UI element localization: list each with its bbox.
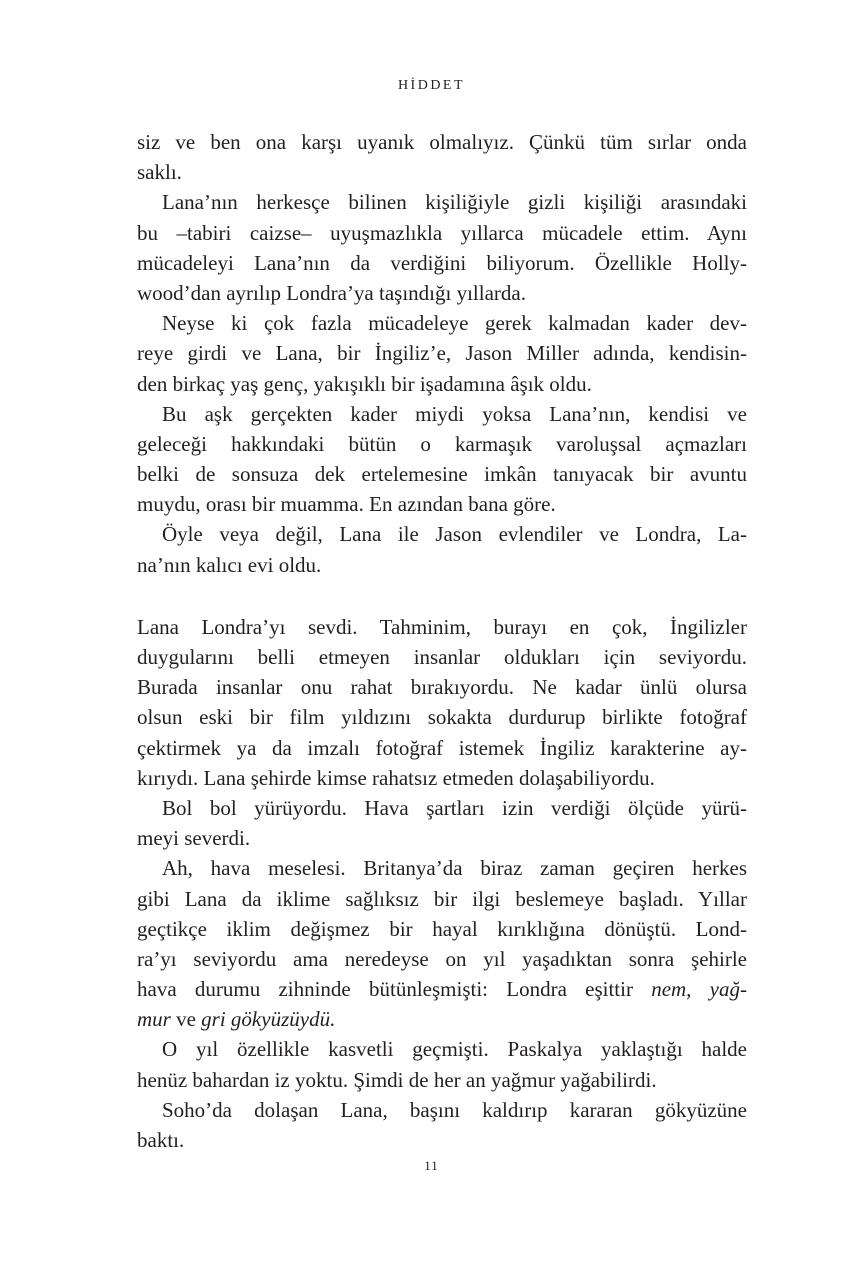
text-line: ra’yı seviyordu ama neredeyse on yıl yaşadıktan sonra şehirle <box>137 946 747 971</box>
text-line: Burada insanlar onu rahat bırakıyordu. Ne kadar ünlü olursa <box>137 675 747 700</box>
text-line: kırıydı. Lana şehirde kimse rahatsız etmeden dolaşabiliyordu. <box>137 765 655 790</box>
text-line: baktı. <box>137 1128 185 1152</box>
text-line: Bol bol yürüyordu. Hava şartları izin verdiği ölçüde yürü- <box>162 795 747 820</box>
text-line: saklı. <box>137 160 182 185</box>
text-line: wood’dan ayrılıp Londra’ya taşındığı yıllarda. <box>137 280 526 305</box>
text-segment: ve <box>170 1007 202 1032</box>
text-line: Ah, hava meselesi. Britanya’da biraz zaman geçiren herkes <box>162 856 747 881</box>
paragraph <box>137 308 747 399</box>
text-line: çektirmek ya da imzalı fotoğraf istemek İngiliz karakterine ay- <box>137 735 747 760</box>
text-line: Lana Londra’yı sevdi. Tahminim, burayı en çok, İngilizler <box>137 614 747 639</box>
section-break <box>137 580 747 612</box>
running-header: HİDDET <box>397 78 466 93</box>
text-line: belki de sonsuza dek ertelemesine imkân tanıyacak bir avuntu <box>137 462 747 487</box>
text-line: reye girdi ve Lana, bir İngiliz’e, Jason Miller adında, kendisin- <box>137 341 747 366</box>
text-line: meyi severdi. <box>137 826 251 851</box>
text-line <box>137 974 747 1004</box>
paragraph <box>137 1034 747 1094</box>
paragraph <box>137 853 747 1034</box>
text-line: Bu aşk gerçekten kader miydi yoksa Lana’nın, kendisi ve <box>162 401 747 426</box>
text-line: gibi Lana da iklime sağlıksız bir ilgi beslemeye başladı. Yıllar <box>137 886 747 911</box>
text-segment: hava durumu zihninde bütünleşmişti: Londra eşittir <box>137 977 652 1002</box>
body-text <box>137 127 747 1155</box>
text-line: henüz bahardan iz yoktu. Şimdi de her an yağmur yağabilirdi. <box>137 1067 657 1092</box>
italic-text: mur <box>137 1007 171 1032</box>
text-line <box>137 1004 747 1034</box>
text-line: O yıl özellikle kasvetli geçmişti. Paskalya yaklaştığı halde <box>162 1037 747 1062</box>
text-line: Neyse ki çok fazla mücadeleye gerek kalmadan kader dev- <box>162 311 747 336</box>
italic-text: gri gökyüzüydü. <box>201 1007 336 1032</box>
paragraph <box>137 612 747 793</box>
text-line: Soho’da dolaşan Lana, başını kaldırıp kararan gökyüzüne <box>162 1097 747 1122</box>
text-line: Lana’nın herkesçe bilinen kişiliğiyle gizli kişiliği arasındaki <box>162 190 747 215</box>
text-line: bu –tabiri caizse– uyuşmazlıkla yıllarca mücadele ettim. Aynı <box>137 220 747 245</box>
paragraph <box>137 519 747 579</box>
text-line: duygularını belli etmeyen insanlar oldukları için seviyordu. <box>137 645 747 669</box>
paragraph <box>137 1095 747 1155</box>
text-line: siz ve ben ona karşı uyanık olmalıyız. Çünkü tüm sırlar onda <box>137 130 747 154</box>
text-line: na’nın kalıcı evi oldu. <box>137 552 322 577</box>
text-line: mücadeleyi Lana’nın da verdiğini biliyorum. Özellikle Holly- <box>137 250 747 275</box>
text-line: geleceği hakkındaki bütün o karmaşık varoluşsal açmazları <box>137 431 747 456</box>
paragraph <box>137 399 747 520</box>
paragraph <box>137 793 747 853</box>
italic-text: nem, yağ- <box>651 977 747 1002</box>
text-line: muydu, orası bir muamma. En azından bana göre. <box>137 492 556 517</box>
text-line: den birkaç yaş genç, yakışıklı bir işadamına âşık oldu. <box>137 371 592 396</box>
paragraph <box>137 127 747 187</box>
page-number: 11 <box>424 1158 439 1173</box>
text-line: olsun eski bir film yıldızını sokakta durdurup birlikte fotoğraf <box>137 705 747 730</box>
text-line: geçtikçe iklim değişmez bir hayal kırıklığına dönüştü. Lond- <box>137 916 747 941</box>
text-line: Öyle veya değil, Lana ile Jason evlendiler ve Londra, La- <box>162 522 747 547</box>
paragraph <box>137 187 747 308</box>
